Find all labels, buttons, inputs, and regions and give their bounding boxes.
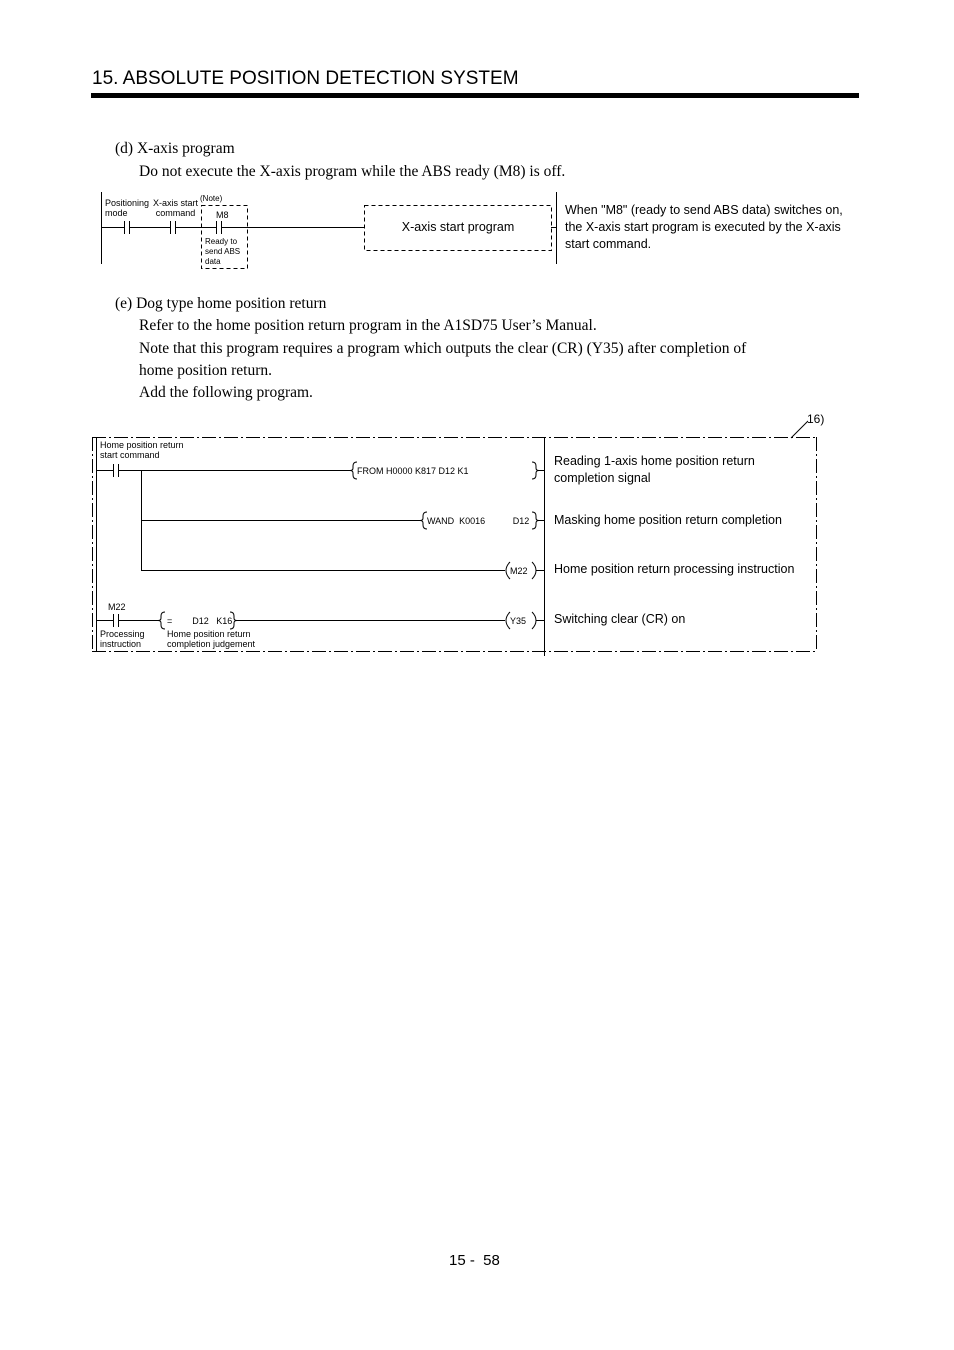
compare-instruction: = D12 K16 [167, 616, 233, 626]
desc-processing: Home position return processing instruction [554, 562, 795, 576]
y35-coil-label: Y35 [510, 616, 527, 626]
section-e-line-3: home position return. [139, 362, 273, 379]
label-home-start-command: Home position return start command [100, 440, 184, 460]
from-bracket-left [350, 462, 357, 479]
m22-contact-label: M22 [108, 602, 126, 612]
y35-coil-right [532, 612, 536, 629]
m22-coil-label: M22 [510, 566, 528, 576]
x-axis-start-program-label: X-axis start program [401, 220, 515, 234]
desc-masking: Masking home position return completion [554, 513, 782, 527]
page-number: 15 - 58 [449, 1252, 500, 1269]
label-positioning-mode: Positioning mode [105, 198, 150, 218]
wand-instruction: WAND K0016 D12 [427, 516, 530, 526]
callout-label: 16) [807, 412, 825, 426]
label-completion-judgement: Home position return completion judgement [167, 629, 256, 649]
section-e-line-4: Add the following program. [139, 384, 313, 401]
desc-reading: Reading 1-axis home position return completion signal [554, 454, 755, 485]
label-ready-to-send: Ready to send ABS data [205, 237, 241, 266]
section-e-line-1: Refer to the home position return program in the A1SD75 User’s Manual. [139, 317, 597, 334]
section-d-heading: (d) X-axis program [115, 140, 235, 157]
from-instruction: FROM H0000 K817 D12 K1 [357, 466, 469, 476]
label-x-axis-start-command: X-axis start command [153, 198, 199, 218]
section-d-note: Do not execute the X-axis program while the ABS ready (M8) is off. [139, 163, 566, 180]
callout-leader [791, 421, 808, 438]
section-e-line-2: Note that this program requires a program which outputs the clear (CR) (Y35) after completion of [139, 340, 747, 357]
wand-bracket-left [420, 512, 427, 529]
desc-switching: Switching clear (CR) on [554, 612, 686, 626]
label-note-tag: (Note) [200, 194, 223, 203]
page-header-title: 15. ABSOLUTE POSITION DETECTION SYSTEM [92, 68, 519, 89]
label-processing-instruction: Processing instruction [100, 629, 145, 649]
section-e-heading: (e) Dog type home position return [115, 295, 327, 312]
wand-bracket-right [532, 512, 539, 529]
d-description: When "M8" (ready to send ABS data) switches on, the X-axis start program is executed by the X-axis start command. [565, 203, 843, 251]
m22-coil-right [532, 562, 536, 579]
from-bracket-right [532, 462, 539, 479]
compare-bracket-left [158, 612, 165, 629]
label-m8: M8 [216, 210, 229, 220]
